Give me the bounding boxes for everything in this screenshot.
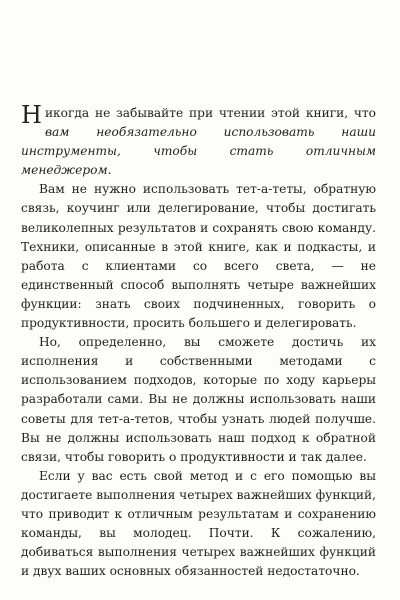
intro-italic-text: вам необязательно использовать наши инструменты, чтобы стать отличным менеджером. bbox=[21, 125, 376, 178]
body-text bbox=[21, 101, 377, 581]
drop-cap: Н bbox=[21, 101, 42, 129]
paragraph: Если у вас есть свой метод и с его помощью вы достигаете выполнения четырех важнейших функций, что приводит к отличным результатам и сохранению команды, вы молодец. Почти. К сожалению, добиваться выполнения четырех важнейших функций и двух ваших основных обязанностей недостаточно. bbox=[21, 468, 377, 579]
intro-plain-text: икогда не забывайте при чтении этой книги, что bbox=[44, 106, 376, 120]
intro-paragraph bbox=[21, 101, 376, 180]
paragraph: Вам не нужно использовать тет-а-теты, обратную связь, коучинг или делегирование, чтобы достигать великолепных результатов и сохранять свою команду. Техники, описанные в этой книге, как и подкасты, и работа с клиентами со всего света, — не единственный способ выполнять четыре важнейших функции: знать своих подчиненных, говорить о продуктивности, просить большего и делегировать. bbox=[21, 182, 376, 331]
paragraph: Но, определенно, вы сможете достичь их исполнения и собственными методами с использованием подходов, которые по ходу карьеры разработали сами. Вы не должны использовать наши советы для тет-а-тетов, чтобы узнать людей получше. Вы не должны использовать наш подход к обратной связи, чтобы говорить о продуктивности и так далее. bbox=[21, 335, 376, 464]
